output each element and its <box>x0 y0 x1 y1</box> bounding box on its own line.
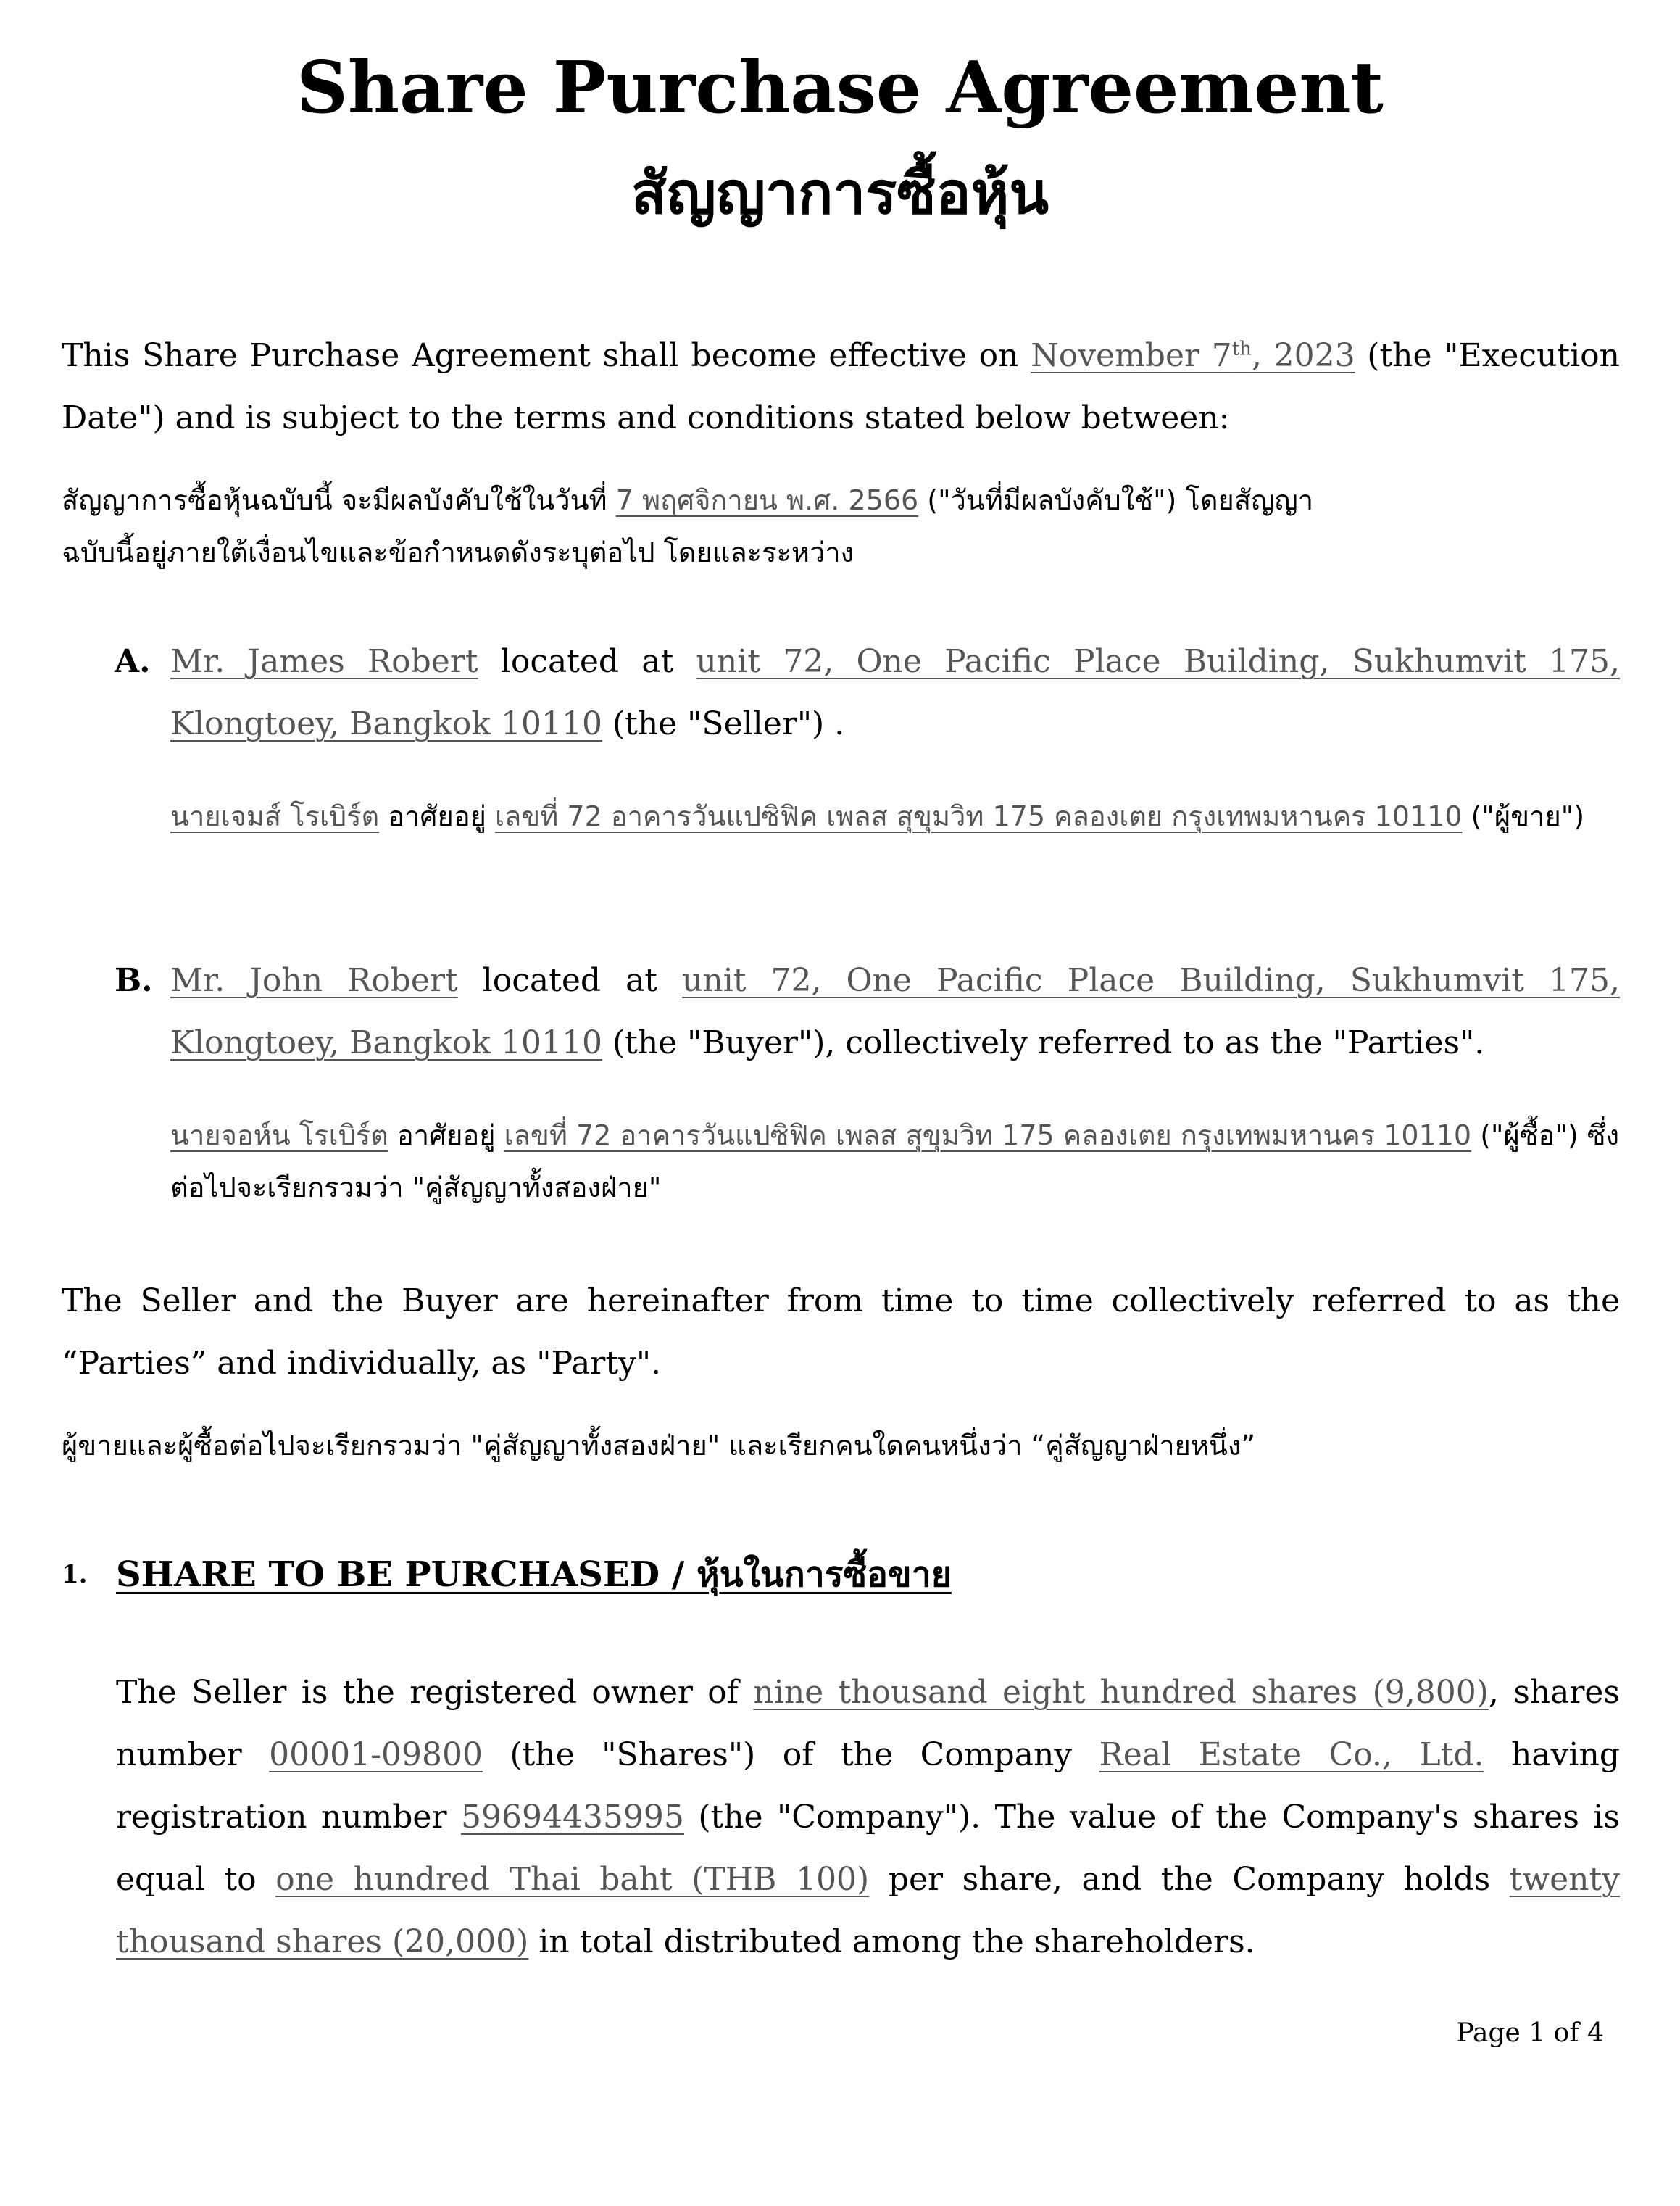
parties-definition-th: ผู้ขายและผู้ซื้อต่อไปจะเรียกรวมว่า "คู่สัญญาทั้งสองฝ่าย" และเรียกคนใดคนหนึ่งว่า “คู่สัญญาฝ่ายหนึ่ง” <box>62 1430 1256 1461</box>
total-shares: twenty thousand shares (20,000) <box>116 1861 1621 1960</box>
intro-paragraph-th: สัญญาการซื้อหุ้นฉบับนี้ จะมีผลบังคับใช้ในวันที่ 7 พฤศจิกายน พ.ศ. 2566 ("วันที่มีผลบังคับใช้") โดยสัญญาฉบับนี้อยู่ภายใต้เงื่อนไขและข้อกำหนดดังระบุต่อไป โดยและระหว่าง <box>62 484 1314 568</box>
intro-text-suffix: (the "Execution Date") and is subject to the terms and conditions stated below between: <box>62 337 1620 436</box>
page-number: Page 1 of 4 <box>1456 2018 1604 2048</box>
registration-number: 59694435995 <box>460 1799 684 1836</box>
buyer-address-thai: เลขที่ 72 อาคารวันแปซิฟิค เพลส สุขุมวิท 175 คลองเตย กรุงเทพมหานคร 10110 <box>504 1119 1472 1151</box>
document-title: Share Purchase Agreement <box>296 46 1384 130</box>
party-b-label: B. <box>115 962 153 999</box>
buyer-address: unit 72, One Pacific Place Building, Sukhumvit 175, Klongtoey, Bangkok 10110 <box>170 962 1620 1061</box>
party-b-paragraph-en: Mr. John Robert located at unit 72, One Pacific Place Building, Sukhumvit 175, Klongtoey, Bangkok 10110 (the "Buyer"), collectively referred to as the "Parties". <box>170 962 1620 1061</box>
section-1-title: SHARE TO BE PURCHASED / หุ้นในการซื้อขาย <box>116 1554 952 1595</box>
document-title-thai: สัญญาการซื้อหุ้น <box>631 159 1049 227</box>
seller-address-thai: เลขที่ 72 อาคารวันแปซิฟิค เพลส สุขุมวิท 175 คลองเตย กรุงเทพมหานคร 10110 <box>494 800 1463 832</box>
company-name: Real Estate Co., Ltd. <box>1099 1736 1484 1773</box>
execution-date: November 7th, 2023 <box>1031 337 1355 374</box>
party-a-paragraph-th: นายเจมส์ โรเบิร์ต อาศัยอยู่ เลขที่ 72 อาคารวันแปซิฟิค เพลส สุขุมวิท 175 คลองเตย กรุงเทพมหานคร 10110 ("ผู้ขาย") <box>170 800 1585 832</box>
seller-name-thai: นายเจมส์ โรเบิร์ต <box>170 800 380 832</box>
buyer-name-thai: นายจอห์น โรเบิร์ต <box>170 1119 388 1151</box>
seller-name: Mr. James Robert <box>170 643 478 680</box>
seller-address: unit 72, One Pacific Place Building, Sukhumvit 175, Klongtoey, Bangkok 10110 <box>170 643 1620 742</box>
party-b-paragraph-th: นายจอห์น โรเบิร์ต อาศัยอยู่ เลขที่ 72 อาคารวันแปซิฟิค เพลส สุขุมวิท 175 คลองเตย กรุงเทพมหานคร 10110 ("ผู้ซื้อ") ซึ่งต่อไปจะเรียกรวมว่า "คู่สัญญาทั้งสองฝ่าย" <box>170 1119 1620 1203</box>
party-a-label: A. <box>115 643 151 680</box>
party-a-paragraph-en: Mr. James Robert located at unit 72, One Pacific Place Building, Sukhumvit 175, Klongtoey, Bangkok 10110 (the "Seller") . <box>170 643 1620 742</box>
section-1-number: 1. <box>62 1560 88 1589</box>
execution-date-thai: 7 พฤศจิกายน พ.ศ. 2566 <box>615 484 919 516</box>
parties-definition-en: The Seller and the Buyer are hereinafter from time to time collectively referred to as the “Parties” and individually, as "Party". <box>62 1282 1620 1382</box>
share-numbers: 00001-09800 <box>269 1736 483 1773</box>
intro-text: This Share Purchase Agreement shall become effective on <box>62 337 1031 374</box>
share-value: one hundred Thai baht (THB 100) <box>275 1861 870 1898</box>
section-1-paragraph: The Seller is the registered owner of nine thousand eight hundred shares (9,800), shares number 00001-09800 (the "Shares") of the Company Real Estate Co., Ltd. having registration number 59694435995 (the "Company"). The value of the Company's shares is equal to one hundred Thai baht (THB 100) per share, and the Company holds twenty thousand shares (20,000) in total distributed among the shareholders. <box>116 1674 1621 1960</box>
shares-count: nine thousand eight hundred shares (9,800) <box>753 1674 1489 1711</box>
intro-paragraph-en <box>62 325 1620 449</box>
buyer-name: Mr. John Robert <box>170 962 458 999</box>
